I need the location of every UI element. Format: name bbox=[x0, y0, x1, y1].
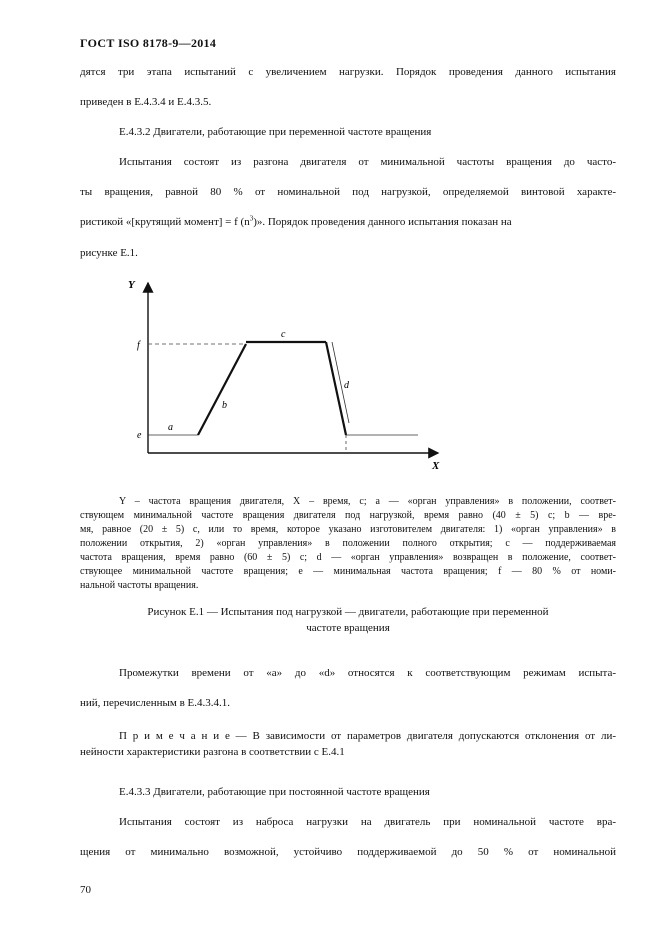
legend-line: положении открытия, 2) «орган управления» в положении полного открытия; c — поддерживаемая bbox=[80, 538, 616, 549]
y-tick-e: e bbox=[137, 430, 142, 441]
paragraph-line: ты вращения, равной 80 % от номинальной под нагрузкой, определяемой винтовой характе- bbox=[80, 186, 616, 198]
legend-line: мя, равное (20 ± 5) с, или то время, которое указано изготовителем двигателя: 1) «орган управления» в bbox=[80, 524, 616, 535]
paragraph-line: щения от минимально возможной, устойчиво поддерживаемой до 50 % от номинальной bbox=[80, 846, 616, 858]
section-heading: Е.4.3.2 Двигатели, работающие при переменной частоте вращения bbox=[119, 126, 432, 138]
page-number: 70 bbox=[80, 884, 91, 896]
paragraph-line: приведен в Е.4.3.4 и Е.4.3.5. bbox=[80, 96, 212, 108]
figure-caption: частоте вращения bbox=[306, 622, 390, 634]
figure-e1 bbox=[120, 275, 460, 475]
legend-line: нальной частоты вращения. bbox=[80, 580, 199, 591]
label-c: c bbox=[281, 329, 286, 340]
paragraph-line bbox=[80, 216, 512, 229]
legend-line: ствующее минимальной частоте вращения; e — минимальная частота вращения; f — 80 % от номи- bbox=[80, 566, 616, 577]
figure-caption: Рисунок Е.1 — Испытания под нагрузкой — двигатели, работающие при переменной bbox=[147, 606, 549, 618]
figure-e1-diagram bbox=[120, 275, 460, 475]
legend-line: частота вращения, время равно (60 ± 5) с; d — «орган управления» возвращен в положение, соответ- bbox=[80, 552, 616, 563]
label-a: a bbox=[168, 422, 173, 433]
paragraph-line: Испытания состоят из наброса нагрузки на двигатель при номинальной частоте вра- bbox=[119, 816, 616, 828]
paragraph-line: дятся три этапа испытаний с увеличением нагрузки. Порядок проведения данного испытания bbox=[80, 66, 616, 78]
paragraph-line: Испытания состоят из разгона двигателя от минимальной частоты вращения до часто- bbox=[119, 156, 616, 168]
legend-line: ствующем минимальной частоте вращения двигателя под нагрузкой, время равно (40 ± 5) с; b — вре- bbox=[80, 510, 616, 521]
formula-text-tail: )». Порядок проведения данного испытания показан на bbox=[253, 216, 512, 228]
segment-d-line bbox=[326, 342, 346, 435]
exponent: 3 bbox=[249, 214, 254, 223]
paragraph-line: ний, перечисленным в Е.4.3.4.1. bbox=[80, 697, 230, 709]
y-tick-f: f bbox=[137, 340, 140, 351]
formula-text: ристикой «[крутящий момент] = f (n bbox=[80, 216, 250, 228]
label-b: b bbox=[222, 400, 227, 411]
paragraph-line: рисунке Е.1. bbox=[80, 247, 138, 259]
segment-b-line bbox=[198, 344, 246, 435]
note-line: П р и м е ч а н и е — В зависимости от параметров двигателя допускаются отклонения от ли- bbox=[119, 730, 616, 742]
y-axis-label: Y bbox=[128, 279, 135, 291]
paragraph-line: Промежутки времени от «a» до «d» относятся к соответствующим режимам испыта- bbox=[119, 667, 616, 679]
document-header: ГОСТ ISO 8178-9—2014 bbox=[80, 36, 217, 50]
x-axis-label: X bbox=[432, 460, 440, 472]
section-heading: Е.4.3.3 Двигатели, работающие при постоянной частоте вращения bbox=[119, 786, 430, 798]
legend-line: Y – частота вращения двигателя, X – время, с; a — «орган управления» в положении, соответ- bbox=[119, 496, 616, 507]
label-d: d bbox=[344, 380, 349, 391]
note-line: нейности характеристики разгона в соответствии с Е.4.1 bbox=[80, 746, 345, 758]
